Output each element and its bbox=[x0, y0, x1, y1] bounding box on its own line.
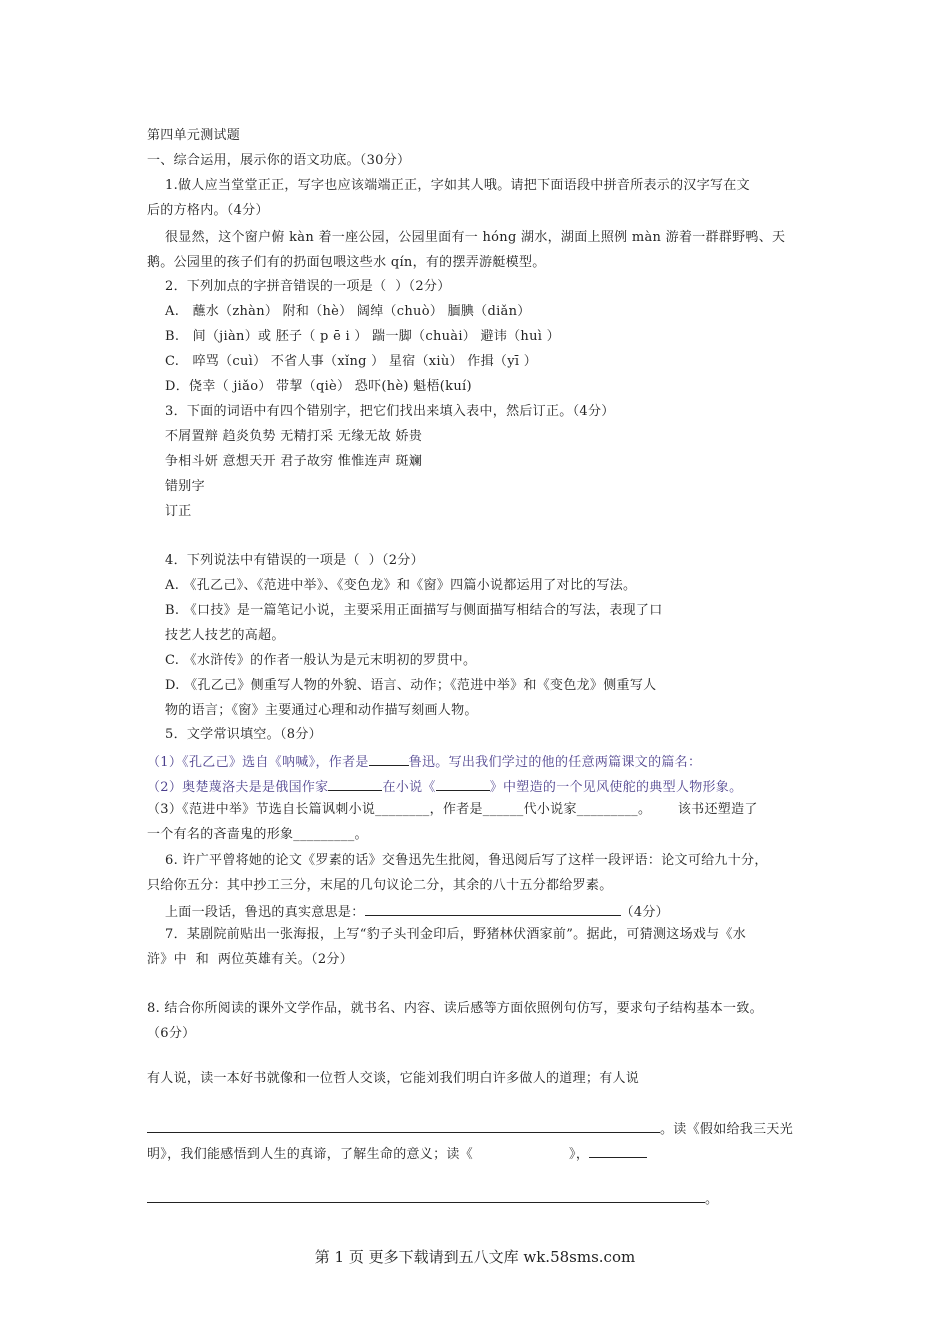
page-footer: 第 1 页 更多下载请到五八文库 wk.58sms.com bbox=[314, 1248, 636, 1266]
q8-blank1 bbox=[147, 1118, 660, 1133]
q8-example-line3-text-b: 》， bbox=[569, 1147, 590, 1162]
q6-line3-text: 上面一段话，鲁迅的真实意思是： bbox=[165, 905, 365, 920]
q2-option-c: C. 啐骂（cuì） 不省人事（xǐng ） 星宿（xiù） 作揖（yī ） bbox=[165, 354, 538, 369]
q5-item2-text-c: 》中塑造的一个见风使舵的典型人物形象。 bbox=[489, 780, 743, 795]
q8-example-line3-text-a: 明》，我们能感悟到人生的真谛，了解生命的意义；读《 bbox=[147, 1147, 474, 1162]
q4-option-a: A. 《孔乙己》、《范进中举》、《变色龙》和《窗》四篇小说都运用了对比的写法。 bbox=[165, 578, 637, 593]
q4-option-b-line2: 技艺人技艺的高超。 bbox=[165, 628, 285, 643]
q6-line1: 6. 许广平曾将她的论文《罗素的话》交鲁迅先生批阅，鲁迅阅后写了这样一段评语：论文可给九十分， bbox=[165, 853, 768, 868]
q5-item3: （3）《范进中举》节选自长篇讽刺小说________，作者是______代小说家_________。 该书还塑造了 bbox=[147, 802, 758, 817]
q5-item2 bbox=[147, 776, 742, 797]
q5-item2-text-a: （2）奥楚蔑洛夫是是俄国作家 bbox=[147, 780, 329, 795]
q5-item3-cont: 一个有名的吝啬鬼的形象_________。 bbox=[147, 827, 368, 842]
q4-option-b-line1: B. 《口技》是一篇笔记小说，主要采用正面描写与侧面描写相结合的写法，表现了口 bbox=[165, 603, 663, 618]
q6-answer-blank bbox=[365, 901, 621, 916]
document-title: 第四单元测试题 bbox=[147, 128, 241, 143]
q8-example-line3 bbox=[147, 1143, 647, 1164]
q8-stem-line1: 8. 结合你所阅读的课外文学作品，就书名、内容、读后感等方面依照例句仿写，要求句子结构基本一致。 bbox=[147, 1001, 763, 1016]
q5-item1 bbox=[147, 751, 701, 772]
q4-option-d-line2: 物的语言；《窗》主要通过心理和动作描写刻画人物。 bbox=[165, 703, 478, 718]
q2-option-d: D．侥幸（ jiǎo） 带挈（qiè） 恐吓(hè) 魁梧(kuí) bbox=[165, 379, 472, 394]
q4-option-d-line1: D. 《孔乙己》侧重写人物的外貌、语言、动作；《范进中举》和《变色龙》侧重写人 bbox=[165, 678, 657, 693]
q1-stem-line2: 后的方格内。（4分） bbox=[147, 203, 269, 218]
q3-label-wrong-char: 错别字 bbox=[165, 479, 205, 494]
q5-item2-text-b: 在小说《 bbox=[382, 780, 436, 795]
q8-blank3 bbox=[147, 1188, 705, 1203]
q3-words-line2: 争相斗妍 意想天开 君子故穷 惟惟连声 斑斓 bbox=[165, 454, 423, 469]
q2-option-a: A. 蘸水（zhàn） 附和（hè） 阔绰（chuò） 腼腆（diǎn） bbox=[165, 304, 531, 319]
q7-line1: 7．某剧院前贴出一张海报，上写“豹子头刊金印后，野猪林伏酒家前”。据此，可猜测这场戏与《水 bbox=[165, 927, 747, 942]
q2-stem: 2．下列加点的字拼音错误的一项是（ ）（2分） bbox=[165, 279, 451, 294]
q1-stem-line1: 1.做人应当堂堂正正，写字也应该端端正正，字如其人哦。请把下面语段中拼音所表示的汉字写在文 bbox=[165, 178, 750, 193]
q5-item1-text-a: （1）《孔乙己》选自《呐喊》，作者是 bbox=[147, 755, 369, 770]
q8-end-mark: 。 bbox=[705, 1192, 719, 1207]
q5-item2-blank2 bbox=[436, 776, 490, 791]
q7-line2: 浒》中 和 两位英雄有关。（2分） bbox=[147, 952, 354, 967]
q6-points: （4分） bbox=[620, 905, 669, 920]
q3-stem: 3．下面的词语中有四个错别字，把它们找出来填入表中，然后订正。（4分） bbox=[165, 404, 615, 419]
q1-passage-line1: 很显然，这个窗户俯 kàn 着一座公园，公园里面有一 hóng 湖水，湖面上照例 màn 游着一群群野鸭、天 bbox=[165, 230, 786, 245]
section-heading: 一、综合运用，展示你的语文功底。（30分） bbox=[147, 153, 411, 168]
q1-passage-line2: 鹅。公园里的孩子们有的扔面包喂这些水 qín，有的摆弄游艇模型。 bbox=[147, 255, 546, 270]
q4-option-c: C. 《水浒传》的作者一般认为是元末明初的罗贯中。 bbox=[165, 653, 477, 668]
q5-item1-text-b: 鲁迅。写出我们学过的他的任意两篇课文的篇名： bbox=[408, 755, 702, 770]
q5-item2-blank1 bbox=[328, 776, 382, 791]
q3-label-correction: 订正 bbox=[165, 504, 192, 519]
q8-stem-line2: （6分） bbox=[147, 1026, 196, 1041]
q3-words-line1: 不屑置辩 趋炎负势 无精打采 无缘无故 娇贵 bbox=[165, 429, 423, 444]
q8-example-line4 bbox=[147, 1188, 718, 1209]
q4-stem: 4．下列说法中有错误的一项是（ ）（2分） bbox=[165, 553, 424, 568]
q8-blank2 bbox=[589, 1143, 647, 1158]
q8-example-line2-text: 。读《假如给我三天光 bbox=[660, 1122, 794, 1137]
q8-example-line2 bbox=[147, 1118, 793, 1139]
q6-line3 bbox=[165, 901, 669, 922]
q5-stem: 5．文学常识填空。（8分） bbox=[165, 727, 322, 742]
q6-line2: 只给你五分：其中抄工三分，末尾的几句议论二分，其余的八十五分都给罗素。 bbox=[147, 878, 613, 893]
q5-item1-blank bbox=[369, 751, 409, 766]
q2-option-b: B. 间（jiàn）或 胚子（ p ē i ） 踹一脚（chuài） 避讳（huì ） bbox=[165, 329, 560, 344]
q8-example-line1: 有人说，读一本好书就像和一位哲人交谈，它能刘我们明白许多做人的道理；有人说 bbox=[147, 1071, 640, 1086]
